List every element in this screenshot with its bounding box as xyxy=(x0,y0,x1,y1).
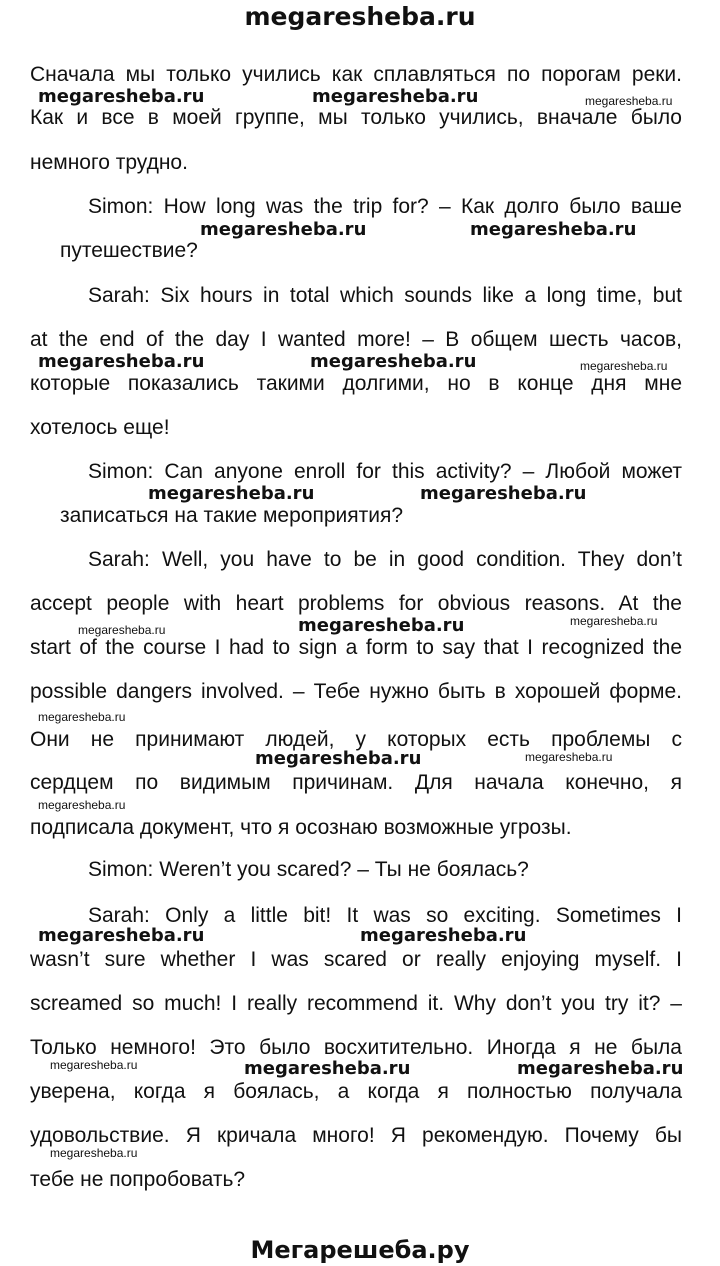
site-footer: Мегарешеба.ру xyxy=(250,1236,470,1264)
watermark: megaresheba.ru xyxy=(580,359,668,373)
watermark: megaresheba.ru xyxy=(420,483,587,504)
text-line: сердцем по видимым причинам. Для начала конечно, я xyxy=(30,771,682,794)
text-line: которые показались такими долгими, но в конце дня мне xyxy=(30,372,682,395)
text-line: Sarah: Six hours in total which sounds like a long time, but xyxy=(88,284,682,307)
text-line: accept people with heart problems for obvious reasons. At the xyxy=(30,592,682,615)
watermark: megaresheba.ru xyxy=(38,351,205,372)
text-line: Сначала мы только учились как сплавляться по порогам реки. xyxy=(30,63,682,86)
text-line: at the end of the day I wanted more! – В общем шесть часов, xyxy=(30,328,682,351)
text-line: записаться на такие мероприятия? xyxy=(60,504,404,527)
watermark: megaresheba.ru xyxy=(360,925,527,946)
watermark: megaresheba.ru xyxy=(298,615,465,636)
text-line: уверена, когда я боялась, а когда я полностью получала xyxy=(30,1080,682,1103)
text-line: немного трудно. xyxy=(30,151,188,174)
watermark: megaresheba.ru xyxy=(310,351,477,372)
text-line: start of the course I had to sign a form to say that I recognized the xyxy=(30,636,682,659)
text-line: Они не принимают людей, у которых есть проблемы с xyxy=(30,728,682,751)
watermark: megaresheba.ru xyxy=(585,94,673,108)
watermark: megaresheba.ru xyxy=(38,86,205,107)
watermark: megaresheba.ru xyxy=(517,1058,684,1079)
watermark: megaresheba.ru xyxy=(38,798,126,812)
text-line: possible dangers involved. – Тебе нужно быть в хорошей форме. xyxy=(30,680,682,703)
text-line: путешествие? xyxy=(60,239,198,262)
watermark: megaresheba.ru xyxy=(244,1058,411,1079)
text-line: Simon: Weren’t you scared? – Ты не боялась? xyxy=(88,858,529,881)
watermark: megaresheba.ru xyxy=(570,614,658,628)
watermark: megaresheba.ru xyxy=(50,1058,138,1072)
text-line: удовольствие. Я кричала много! Я рекомендую. Почему бы xyxy=(30,1124,682,1147)
watermark: megaresheba.ru xyxy=(312,86,479,107)
text-line: Sarah: Well, you have to be in good condition. They don’t xyxy=(88,548,682,571)
text-line: Simon: Can anyone enroll for this activity? – Любой может xyxy=(88,460,682,483)
text-line: подписала документ, что я осознаю возможные угрозы. xyxy=(30,816,572,839)
text-line: screamed so much! I really recommend it. Why don’t you try it? – xyxy=(30,992,682,1015)
watermark: megaresheba.ru xyxy=(525,750,613,764)
watermark: megaresheba.ru xyxy=(470,219,637,240)
watermark: megaresheba.ru xyxy=(38,710,126,724)
text-line: Только немного! Это было восхитительно. Иногда я не была xyxy=(30,1036,682,1059)
watermark: megaresheba.ru xyxy=(148,483,315,504)
site-header: megaresheba.ru xyxy=(244,2,476,31)
text-line: Sarah: Only a little bit! It was so exciting. Sometimes I xyxy=(88,904,682,927)
watermark: megaresheba.ru xyxy=(38,925,205,946)
text-line: Simon: How long was the trip for? – Как долго было ваше xyxy=(88,195,682,218)
watermark: megaresheba.ru xyxy=(255,748,422,769)
watermark: megaresheba.ru xyxy=(200,219,367,240)
watermark: megaresheba.ru xyxy=(78,623,166,637)
text-line: хотелось еще! xyxy=(30,416,170,439)
text-line: тебе не попробовать? xyxy=(30,1168,246,1191)
text-line: Как и все в моей группе, мы только учились, вначале было xyxy=(30,106,682,129)
watermark: megaresheba.ru xyxy=(50,1146,138,1160)
text-line: wasn’t sure whether I was scared or really enjoying myself. I xyxy=(30,948,682,971)
